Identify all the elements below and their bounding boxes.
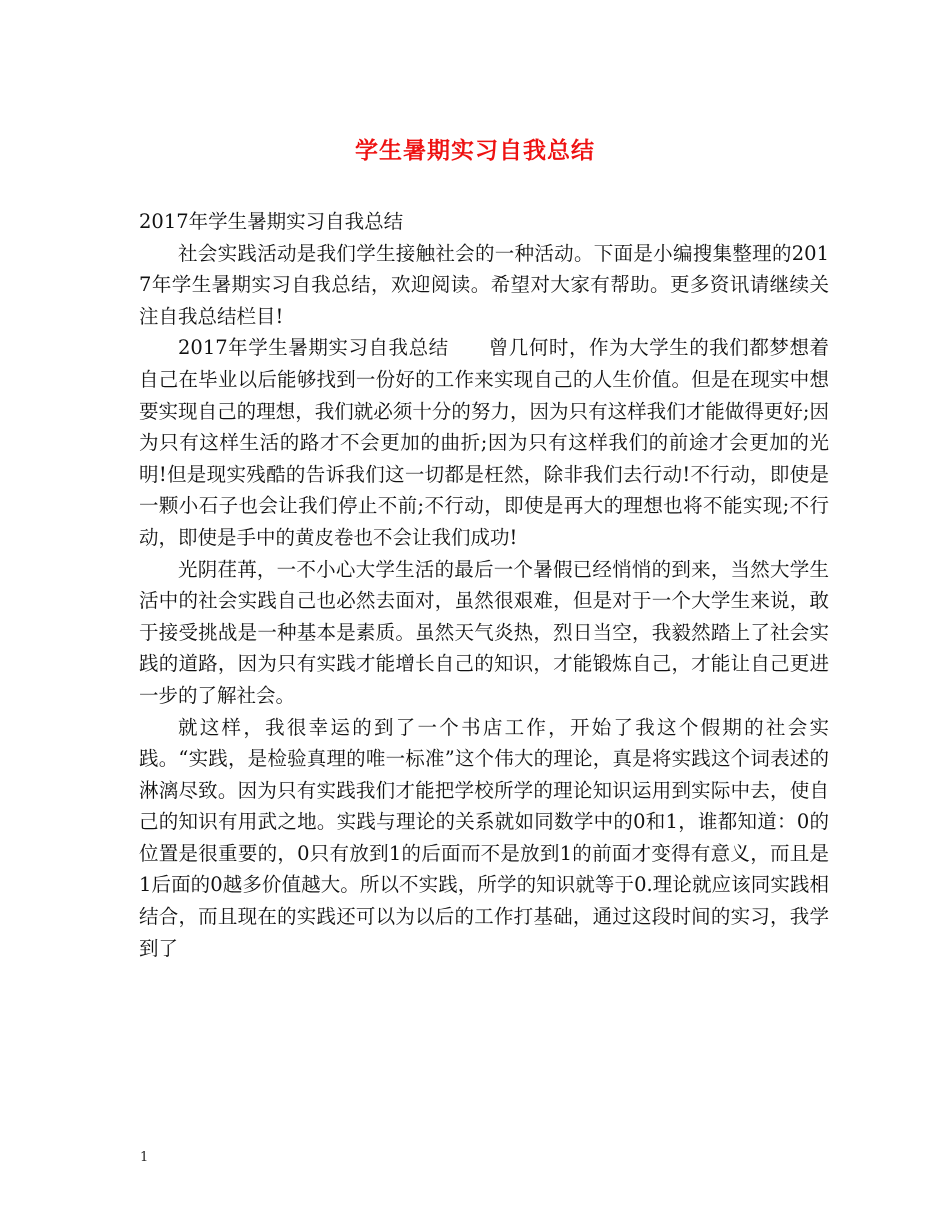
- paragraph: 社会实践活动是我们学生接触社会的一种活动。下面是小编搜集整理的2017年学生暑期实习自我总结，欢迎阅读。希望对大家有帮助。更多资讯请继续关注自我总结栏目!: [139, 241, 829, 328]
- document-subtitle: 2017年学生暑期实习自我总结: [139, 210, 404, 233]
- document-body: [139, 206, 829, 964]
- paragraph: 光阴荏苒，一不小心大学生活的最后一个暑假已经悄悄的到来，当然大学生活中的社会实践自己也必然去面对，虽然很艰难，但是对于一个大学生来说，敢于接受挑战是一种基本是素质。虽然天气炎热，烈日当空，我毅然踏上了社会实践的道路，因为只有实践才能增长自己的知识，才能锻炼自己，才能让自己更进一步的了解社会。: [139, 557, 829, 707]
- document-title: 学生暑期实习自我总结: [355, 137, 595, 164]
- page-number: 1: [140, 1150, 149, 1165]
- paragraph: 2017年学生暑期实习自我总结 曾几何时，作为大学生的我们都梦想着自己在毕业以后能够找到一份好的工作来实现自己的人生价值。但是在现实中想要实现自己的理想，我们就必须十分的努力，因为只有这样我们才能做得更好;因为只有这样生活的路才不会更加的曲折;因为只有这样我们的前途才会更加的光明!但是现实残酷的告诉我们这一切都是枉然，除非我们去行动!不行动，即使是一颗小石子也会让我们停止不前;不行动，即使是再大的理想也将不能实现;不行动，即使是手中的黄皮卷也不会让我们成功!: [139, 336, 829, 549]
- paragraph: 就这样，我很幸运的到了一个书店工作，开始了我这个假期的社会实践。“实践，是检验真理的唯一标准”这个伟大的理论，真是将实践这个词表述的淋漓尽致。因为只有实践我们才能把学校所学的理论知识运用到实际中去，使自己的知识有用武之地。实践与理论的关系就如同数学中的0和1，谁都知道：0的位置是很重要的，0只有放到1的后面而不是放到1的前面才变得有意义，而且是1后面的0越多价值越大。所以不实践，所学的知识就等于0.理论就应该同实践相结合，而且现在的实践还可以为以后的工作打基础，通过这段时间的实习，我学到了: [139, 715, 829, 960]
